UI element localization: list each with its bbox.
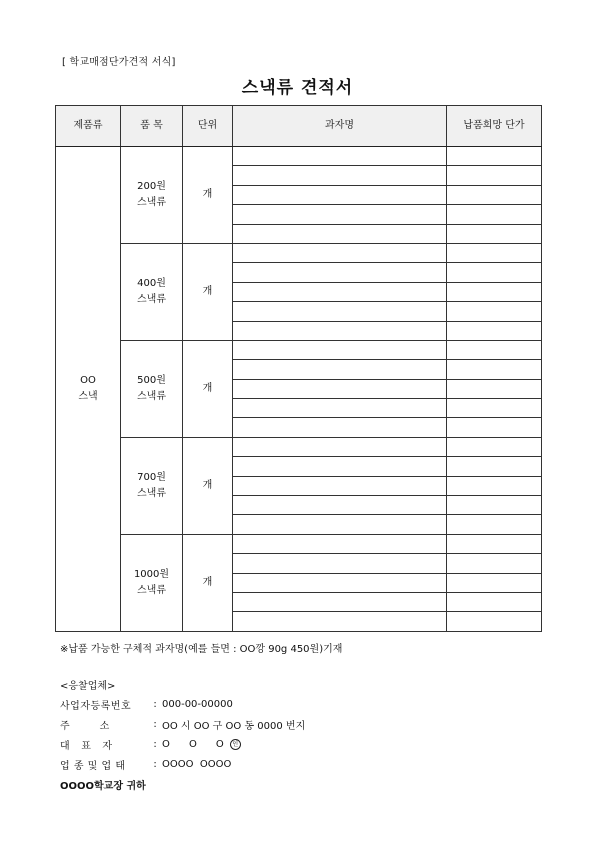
item-line: 스낵류: [137, 293, 166, 305]
unit-price-cell: [447, 205, 542, 224]
header-unit-price: 납품희망 단가: [447, 106, 542, 147]
snack-name-cell: [233, 612, 447, 631]
value-business-type: OOOO OOOO: [162, 758, 232, 770]
unit-price-cell: [447, 399, 542, 418]
label-reg-number: 사업자등록번호: [60, 700, 132, 712]
item-cell: [121, 243, 183, 340]
item-line: 스낵류: [137, 487, 166, 499]
supplier-block: [60, 674, 305, 794]
unit-price-cell: [447, 166, 542, 185]
unit-price-cell: [447, 340, 542, 359]
table-body: [56, 147, 542, 632]
item-cell: [121, 437, 183, 534]
item-cell: [121, 147, 183, 244]
supplier-heading: <응찰업체>: [60, 680, 116, 692]
unit-price-cell: [447, 243, 542, 262]
snack-name-cell: [233, 147, 447, 166]
unit-price-cell: [447, 379, 542, 398]
item-line: 500원: [137, 374, 166, 386]
table-row: [56, 534, 542, 553]
value-reg-number: 000-00-00000: [162, 698, 233, 710]
value-address: OO 시 OO 구 OO 동 0000 번지: [162, 720, 306, 732]
table-row: [56, 437, 542, 456]
label-representative: 대 표 자: [60, 740, 113, 752]
unit-price-cell: [447, 185, 542, 204]
item-cell: [121, 534, 183, 631]
label-address: 주 소: [60, 720, 110, 732]
item-line: 스낵류: [137, 196, 166, 208]
header-category: 제품류: [56, 106, 121, 147]
item-line: 스낵류: [137, 390, 166, 402]
snack-name-cell: [233, 399, 447, 418]
snack-name-cell: [233, 340, 447, 359]
item-line: 200원: [137, 180, 166, 192]
unit-price-cell: [447, 360, 542, 379]
unit-price-cell: [447, 418, 542, 437]
unit-price-cell: [447, 554, 542, 573]
unit-cell: 개: [183, 340, 233, 437]
unit-price-cell: [447, 534, 542, 553]
unit-price-cell: [447, 302, 542, 321]
table-row: [56, 340, 542, 359]
snack-name-cell: [233, 302, 447, 321]
snack-name-cell: [233, 321, 447, 340]
table-row: [56, 243, 542, 262]
unit-cell: 개: [183, 243, 233, 340]
item-line: 400원: [137, 277, 166, 289]
item-cell: [121, 340, 183, 437]
snack-name-cell: [233, 379, 447, 398]
unit-price-cell: [447, 224, 542, 243]
unit-price-cell: [447, 515, 542, 534]
header-snack-name: 과자명: [233, 106, 447, 147]
snack-name-cell: [233, 243, 447, 262]
category-cell: [56, 147, 121, 632]
item-line: 스낵류: [137, 584, 166, 596]
supplier-row-reg-number: 사업자등록번호 : 000-00-00000: [60, 698, 233, 712]
unit-cell: 개: [183, 437, 233, 534]
snack-name-cell: [233, 554, 447, 573]
unit-price-cell: [447, 263, 542, 282]
snack-name-cell: [233, 437, 447, 456]
value-representative: O O O: [162, 738, 224, 750]
header-item: 품 목: [121, 106, 183, 147]
label-business-type: 업 종 및 업 태: [60, 760, 126, 772]
table-header-row: [56, 106, 542, 147]
addressee: OOOO학교장 귀하: [60, 780, 146, 792]
snack-name-cell: [233, 166, 447, 185]
unit-price-cell: [447, 476, 542, 495]
unit-price-cell: [447, 592, 542, 611]
supplier-row-business-type: 업 종 및 업 태 : OOOO OOOO: [60, 758, 232, 772]
category-line: 스낵: [78, 390, 98, 402]
seal-mark: 인: [230, 739, 241, 750]
snack-name-cell: [233, 224, 447, 243]
snack-name-cell: [233, 592, 447, 611]
category-line: OO: [80, 374, 96, 386]
snack-name-cell: [233, 476, 447, 495]
unit-price-cell: [447, 437, 542, 456]
unit-cell: 개: [183, 147, 233, 244]
snack-name-cell: [233, 205, 447, 224]
form-tag: [ 학교매점단가견적 서식]: [62, 57, 176, 68]
unit-price-cell: [447, 147, 542, 166]
snack-name-cell: [233, 282, 447, 301]
note-text: ※납품 가능한 구체적 과자명(예를 들면 : OO깡 90g 450원)기재: [60, 644, 343, 655]
supplier-row-representative: 대 표 자 : O O O 인: [60, 734, 305, 754]
snack-name-cell: [233, 263, 447, 282]
snack-name-cell: [233, 360, 447, 379]
snack-name-cell: [233, 457, 447, 476]
document-title: 스낵류 견적서: [241, 78, 354, 98]
unit-cell: 개: [183, 534, 233, 631]
unit-price-cell: [447, 612, 542, 631]
supplier-row-address: 주 소 : OO 시 OO 구 OO 동 0000 번지: [60, 718, 306, 732]
snack-name-cell: [233, 418, 447, 437]
unit-price-cell: [447, 496, 542, 515]
snack-name-cell: [233, 573, 447, 592]
unit-price-cell: [447, 457, 542, 476]
unit-price-cell: [447, 321, 542, 340]
snack-name-cell: [233, 534, 447, 553]
header-unit: 단위: [183, 106, 233, 147]
unit-price-cell: [447, 282, 542, 301]
unit-price-cell: [447, 573, 542, 592]
snack-name-cell: [233, 496, 447, 515]
snack-name-cell: [233, 185, 447, 204]
item-line: 1000원: [133, 568, 170, 580]
item-line: 700원: [137, 471, 166, 483]
snack-name-cell: [233, 515, 447, 534]
quotation-table: [55, 105, 542, 632]
table-row: [56, 147, 542, 166]
